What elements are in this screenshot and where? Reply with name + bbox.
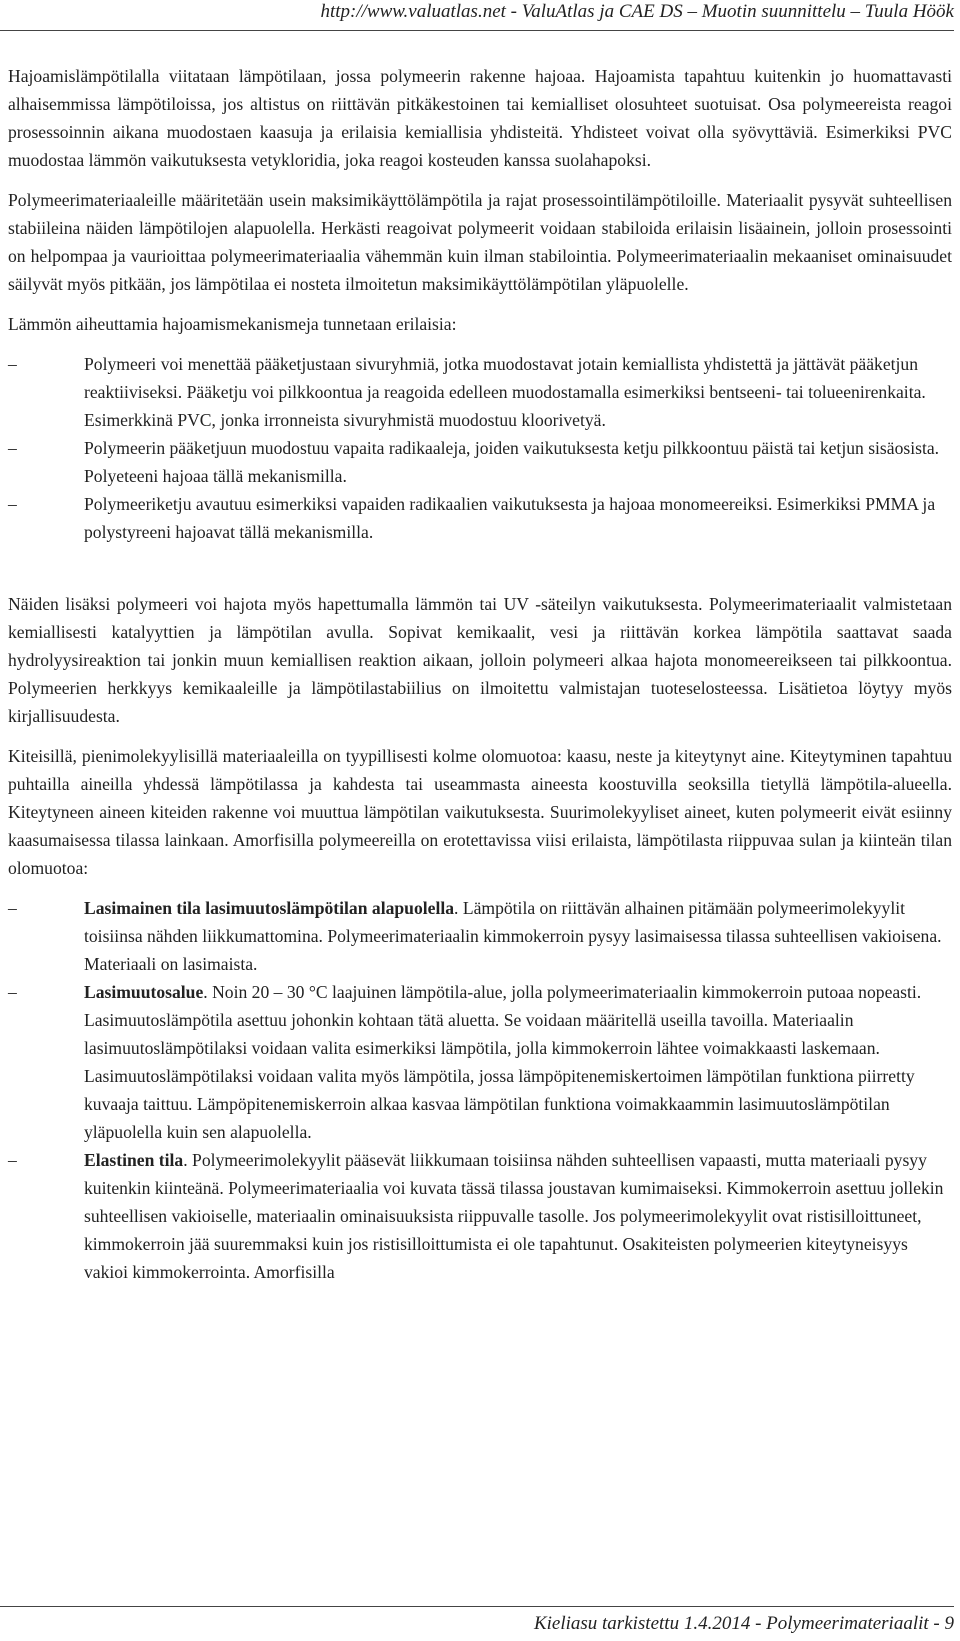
page-header [0,0,954,31]
list-item [8,978,952,1146]
paragraph-oxidation: Näiden lisäksi polymeeri voi hajota myös hapettumalla lämmön tai UV -säteilyn vaikutuksesta. Polymeerimateriaalit valmistetaan kemiallisesti katalyyttien ja lämpötilan avulla. Sopivat kemikaalit, vesi ja riittävän korkea lämpötila saattavat saada hydrolyysireaktion tai jonkin muun kemiallisen reaktion aikaan, jolloin polymeeri alkaa hajota monomeereikseen tai pilkkoontua. Polymeerien herkkyys kemikaaleille ja lämpötilastabiilius on ilmoitettu valmistajan tuoteselosteessa. Lisätietoa löytyy myös kirjallisuudesta. [8,594,952,726]
state-term: Lasimuutosalue [84,982,204,1002]
state-description: . Noin 20 – 30 °C laajuinen lämpötila-alue, jolla polymeerimateriaalin kimmokerroin putoaa nopeasti. Lasimuutoslämpötila asettuu johonkin kohtaan tätä aluetta. Se voidaan määritellä useilla tavoilla. Materiaalin lasimuutoslämpötilaksi voidaan valita esimerkiksi lämpötila, jolla kimmokerroin lähtee voimakkaasti laskemaan. Lasimuutoslämpötilaksi voidaan valita myös lämpötila, jossa lämpöpitenemiskertoimen lämpötilan funktiona piirretty kuvaaja taittuu. Lämpöpitenemiskerroin alkaa kasvaa lämpötilan funktiona voimakkaammin lasimuutoslämpötilan yläpuolella kuin sen alapuolella. [84,982,922,1142]
list-item: – Polymeerin pääketjuun muodostuu vapaita radikaaleja, joiden vaikutuksesta ketju pilkkoontuu päistä tai ketjun sisäosista. Polyeteeni hajoaa tällä mekanismilla. [8,434,952,490]
state-term: Elastinen tila [84,1150,184,1170]
list-item: – Polymeeri voi menettää pääketjustaan sivuryhmiä, jotka muodostavat jotain kemiallista yhdistettä ja jättävät pääketjun reaktiiviseksi. Pääketju voi pilkkoontua ja reagoida edelleen muodostamalla esimerkiksi bentseeni- tai tolueenirenkaita. Esimerkkinä PVC, jonka irronneista sivuryhmistä muodostuu kloorivetyä. [8,350,952,434]
list-item [8,1146,952,1286]
paragraph-decomposition-temperature: Hajoamislämpötilalla viitataan lämpötilaan, jossa polymeerin rakenne hajoaa. Hajoamista tapahtuu kuitenkin jo huomattavasti alhaisemmissa lämpötiloissa, jos altistus on riittävän pitkäkestoinen tai kemialliset olosuhteet suotuisat. Osa polymeereista reagoi prosessoinnin aikana muodostaen kaasuja ja erilaisia kemiallisia yhdisteitä. Yhdisteet voivat olla syövyttäviä. Esimerkiksi PVC muodostaa lämmön vaikutuksesta vetykloridia, joka reagoi kosteuden kanssa suolahapoksi. [8,66,952,170]
state-description: . Polymeerimolekyylit pääsevät liikkumaan toisiinsa nähden suhteellisen vapaasti, mutta materiaali pysyy kuitenkin kiinteänä. Polymeerimateriaalia voi kuvata tässä tilassa joustavan kumimaiseksi. Kimmokerroin asettuu jollekin suhteellisen vakioiselle, materiaalin ominaisuuksista riippuvalle tasolle. Jos polymeerimolekyylit ovat ristisilloittuneet, kimmokerroin jää suuremmaksi kuin jos ristisilloittumista ei ole tapahtunut. Osakiteisten polymeerien kiteytyneisyys vakioi kimmokerrointa. Amorfisilla [84,1150,944,1282]
header-text: http://www.valuatlas.net - ValuAtlas ja CAE DS – Muotin suunnittelu – Tuula Höök [320,1,954,22]
states-list [8,894,952,1286]
paragraph-mechanisms-intro: Lämmön aiheuttamia hajoamismekanismeja tunnetaan erilaisia: [8,314,457,334]
footer-text: Kieliasu tarkistettu 1.4.2014 - Polymeerimateriaalit - 9 [533,1613,954,1634]
state-description: . Lämpötila on riittävän alhainen pitämään polymeerimolekyylit toisiinsa nähden liikkumattomina. Polymeerimateriaalin kimmokerroin pysyy lasimaisessa tilassa suhteellisen vakioisena. Materiaali on lasimaista. [84,898,942,974]
page-footer [0,1606,954,1641]
list-item [8,894,952,978]
paragraph-max-use-temperature: Polymeerimateriaaleille määritetään usein maksimikäyttölämpötila ja rajat prosessointilämpötiloille. Materiaalit pysyvät suhteellisen stabiileina näiden lämpötilojen alapuolella. Herkästi reagoivat polymeerit voidaan stabiloida erilaisin lisäainein, jolloin prosessointi on helpompaa ja vaurioittaa polymeerimateriaalia vähemmän kuin ilman stabilointia. Polymeerimateriaalin mekaaniset ominaisuudet säilyvät myös pitkään, jos lämpötilaa ei nosteta ilmoitetun maksimikäyttölämpötilan yläpuolelle. [8,190,952,294]
state-term: Lasimainen tila lasimuutoslämpötilan alapuolella [84,898,455,918]
mechanism-list [8,350,952,546]
paragraph-states-intro: Kiteisillä, pienimolekyylisillä materiaaleilla on tyypillisesti kolme olomuotoa: kaasu, neste ja kiteytynyt aine. Kiteytyminen tapahtuu puhtailla aineilla yhdessä lämpötilassa ja kahdesta tai useammasta aineesta koostuvilla seoksilla tietyllä lämpötila-alueella. Kiteytyneen aineen kiteiden rakenne voi muuttua lämpötilan vaikutuksesta. Suurimolekyyliset aineet, kuten polymeerit eivät esiinny kaasumaisessa tilassa lainkaan. Amorfisilla polymeereilla on erotettavissa viisi erilaista, lämpötilasta riippuvaa sulan ja kiinteän tilan olomuotoa: [8,746,952,878]
document-body [8,62,952,1286]
list-item: – Polymeeriketju avautuu esimerkiksi vapaiden radikaalien vaikutuksesta ja hajoaa monomeereiksi. Esimerkiksi PMMA ja polystyreeni hajoavat tällä mekanismilla. [8,490,952,546]
